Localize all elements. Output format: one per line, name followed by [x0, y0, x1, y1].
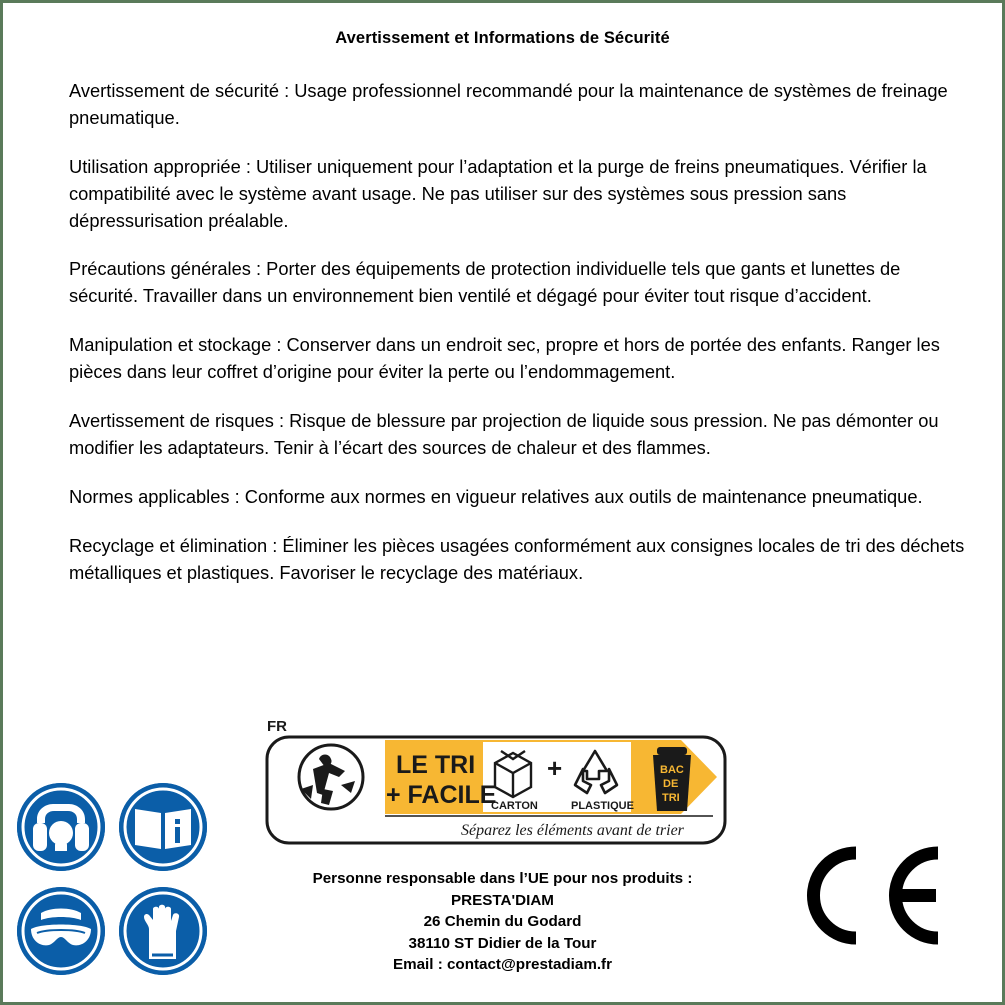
- svg-text:Séparez les éléments avant de: Séparez les éléments avant de trier: [461, 822, 684, 839]
- paragraph-lead: Avertissement de risques :: [69, 410, 290, 432]
- svg-text:TRI: TRI: [662, 792, 680, 804]
- svg-text:+: +: [547, 753, 563, 783]
- responsible-heading-strong: UE: [527, 870, 549, 887]
- paragraph-text: Utiliser uniquement pour l’adaptation et la purge de freins pneumatiques. Vérifier la compatibilité avec le système avant usage. Ne pas utiliser sur des systèmes sous pression sans dépressurisation préalable.: [69, 155, 927, 231]
- paragraph-text: Conserver dans un endroit sec, propre et hors de portée des enfants. Ranger les pièces dans leur coffret d’origine pour éviter la perte ou l’endommagement.: [69, 334, 940, 383]
- svg-text:+ FACILE: + FACILE: [386, 781, 497, 809]
- responsible-company: PRESTA'DIAM: [451, 891, 554, 909]
- triman-recycling-banner: [261, 715, 731, 850]
- responsible-city: 38110 ST Didier de la Tour: [408, 934, 597, 952]
- svg-text:LE TRI: LE TRI: [396, 751, 476, 779]
- ce-mark-icon: [798, 843, 948, 948]
- paragraph-text: Porter des équipements de protection individuelle tels que gants et lunettes de sécurité. Travailler dans un environnement bien ventilé et dégagé pour éviter tout risque d’accident.: [69, 258, 901, 307]
- svg-text:DE: DE: [663, 778, 679, 790]
- paragraph-text: Risque de blessure par projection de liquide sous pression. Ne pas démonter ou modifier les adaptateurs. Tenir à l’écart des sources de chaleur et des flammes.: [69, 410, 939, 458]
- svg-text:BAC: BAC: [660, 764, 684, 776]
- svg-text:FR: FR: [267, 718, 287, 735]
- paragraph-text: Conforme aux normes en vigueur relatives aux outils de maintenance pneumatique.: [244, 485, 923, 507]
- paragraph-lead: Recyclage et élimination :: [69, 534, 283, 556]
- ear-protection-icon: [17, 783, 105, 871]
- paragraph-general-precautions: [69, 256, 969, 310]
- paragraph-lead: Précautions générales :: [69, 258, 267, 280]
- paragraph-applicable-standards: [69, 484, 969, 511]
- safety-paragraphs: [69, 78, 970, 586]
- paragraph-lead: Manipulation et stockage :: [69, 334, 287, 356]
- responsible-heading-suffix: pour nos produits :: [548, 870, 693, 887]
- paragraph-safety-warning: [69, 78, 969, 132]
- svg-text:PLASTIQUE: PLASTIQUE: [571, 800, 634, 812]
- page-title: Avertissement et Informations de Sécurité: [335, 29, 670, 47]
- paragraph-appropriate-use: [69, 154, 969, 235]
- paragraph-lead: Avertissement de sécurité :: [69, 80, 295, 101]
- paragraph-risk-warning: [69, 408, 969, 462]
- paragraph-recycling-disposal: [69, 533, 969, 587]
- footer-area: [3, 693, 1002, 1005]
- paragraph-lead: Utilisation appropriée :: [69, 155, 256, 177]
- responsible-heading-prefix: Personne responsable dans l’: [312, 870, 528, 887]
- responsible-address: 26 Chemin du Godard: [423, 913, 582, 931]
- paragraph-lead: Normes applicables :: [69, 485, 245, 507]
- paragraph-handling-storage: [69, 332, 969, 386]
- svg-text:CARTON: CARTON: [491, 800, 538, 812]
- paragraph-text: Usage professionnel recommandé pour la maintenance de systèmes de freinage pneumatique.: [69, 80, 948, 128]
- responsible-email: Email : contact@prestadiam.fr: [392, 956, 613, 974]
- paragraph-text: Éliminer les pièces usagées conformément aux consignes locales de tri des déchets métalliques et plastiques. Favoriser le recyclage des matériaux.: [69, 534, 965, 583]
- read-manual-icon: [119, 783, 207, 871]
